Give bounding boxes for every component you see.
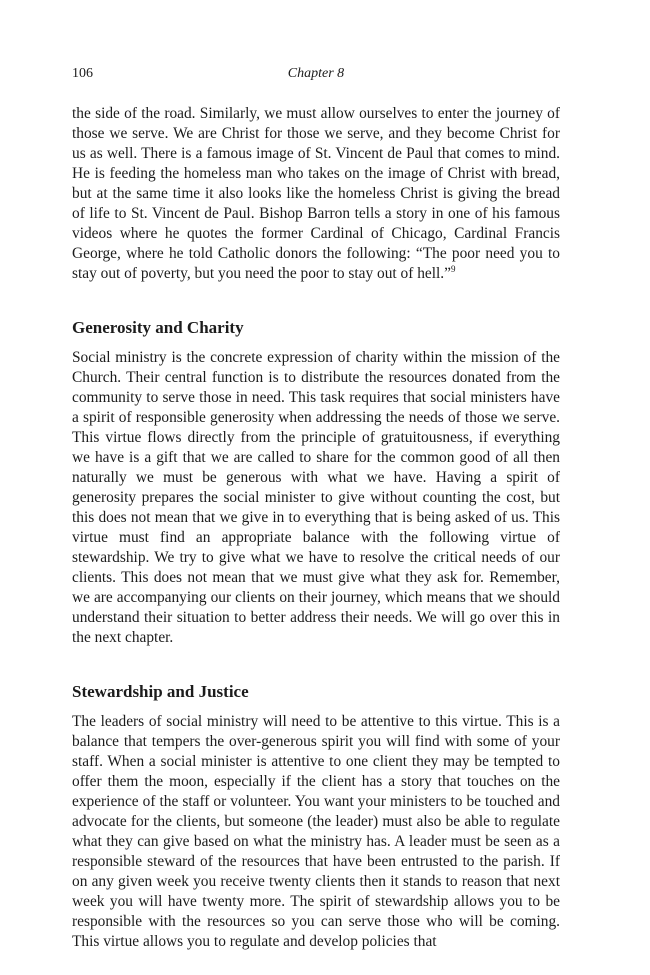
footnote-marker: 9 bbox=[451, 264, 456, 274]
running-head: Chapter 8 bbox=[287, 66, 345, 81]
section-heading-generosity: Generosity and Charity bbox=[72, 318, 244, 337]
stewardship-paragraph: The leaders of social ministry will need to be attentive to this virtue. This is a balance that tempers the over-generous spirit you will find with some of your staff. When a social minister is attentive to one client they may be tempted to offer them the moon, especially if the client has a story that touches on the experience of the staff or volunteer. You want your ministers to be touched and advocate for the clients, but someone (the leader) must also be able to regulate what they can give based on what the ministry has. A leader must be seen as a responsible steward of the resources that have been entrusted to the parish. If on any given week you receive twenty clients then it stands to reason that next week you will have twenty more. The spirit of stewardship allows you to be responsible with the resources so you can serve those who will be coming. This virtue allows you to regulate and develop policies that bbox=[72, 713, 560, 950]
generosity-paragraph: Social ministry is the concrete expression of charity within the mission of the Church. Their central function is to distribute the resources donated from the community to serve those in need. This task requires that social ministers have a spirit of responsible generosity when addressing the needs of those we serve. This virtue flows directly from the principle of gratuitousness, if everything we have is a gift that we are called to share for the common good of all then naturally we must be generous with what we have. Having a spirit of generosity prepares the social minister to give without counting the cost, but this does not mean that we give in to everything that is being asked of us. This virtue must find an appropriate balance with the following virtue of stewardship. We try to give what we have to resolve the critical needs of our clients. This does not mean that we must give what they ask for. Remember, we are accompanying our clients on their journey, which means that we should understand their situation to better address their needs. We will go over this in the next chapter. bbox=[72, 349, 560, 646]
page-body bbox=[72, 104, 560, 952]
paragraph-text: the side of the road. Similarly, we must allow ourselves to enter the journey of those we serve. We are Christ for those we serve, and they become Christ for us as well. There is a famous image of St. Vincent de Paul that comes to mind. He is feeding the homeless man who takes on the image of Christ with bread, but at the same time it also looks like the homeless Christ is giving the bread of life to St. Vincent de Paul. Bishop Barron tells a story in one of his famous videos where he quotes the former Cardinal of Chicago, Cardinal Francis George, where he told Catholic donors the following: “The poor need you to stay out of poverty, but you need the poor to stay out of hell.” bbox=[72, 105, 560, 282]
page-number: 106 bbox=[72, 66, 93, 81]
page-header bbox=[72, 66, 560, 88]
opening-paragraph bbox=[72, 104, 560, 284]
section-heading-stewardship: Stewardship and Justice bbox=[72, 682, 249, 701]
book-page bbox=[72, 66, 560, 952]
